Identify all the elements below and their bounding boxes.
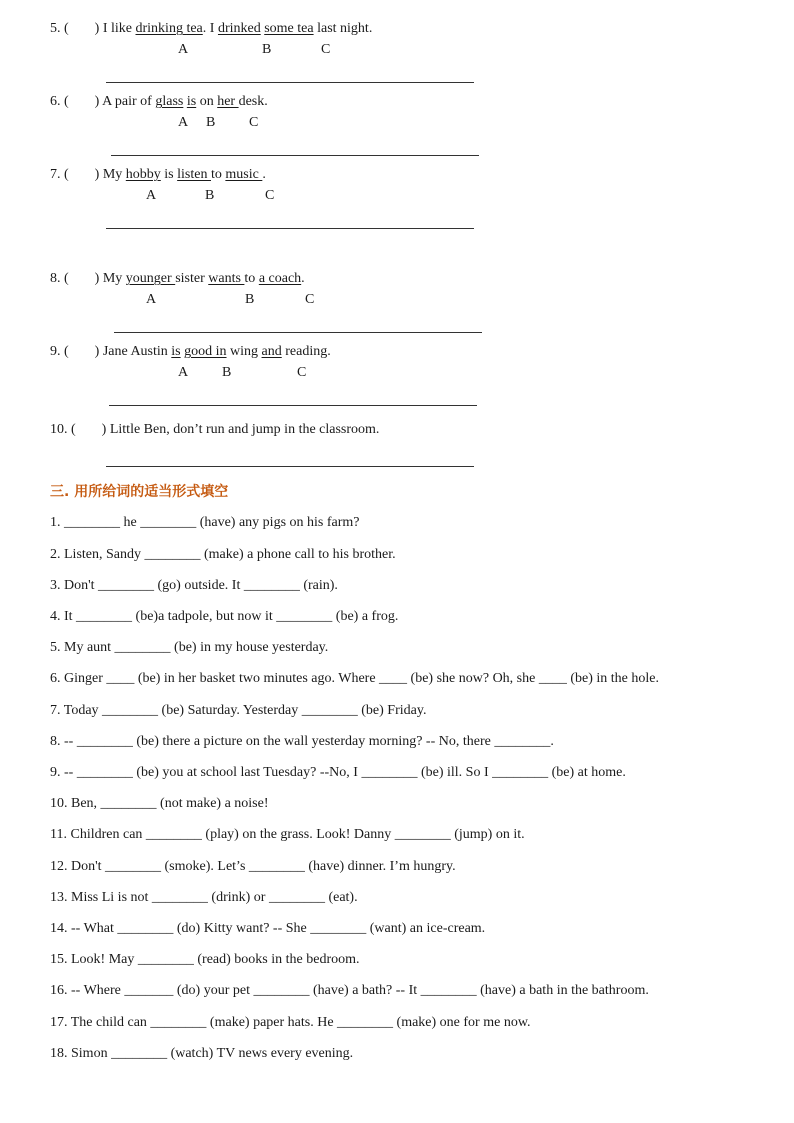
answer-line[interactable] [106, 228, 474, 229]
option-label-c: C [249, 115, 259, 130]
option-label-a: A [178, 115, 189, 130]
question-number: 9. ( [50, 344, 69, 359]
question-10: 10. ( ) Little Ben, don’t run and jump in the classroom. [50, 422, 380, 437]
fill-in-item[interactable]: 8. -- ________ (be) there a picture on the wall yesterday morning? -- No, there ________. [50, 734, 554, 749]
fill-in-item[interactable]: 17. The child can ________ (make) paper hats. He ________ (make) one for me now. [50, 1015, 531, 1030]
question-7: 7. ( ) My hobby is listen to music . [50, 167, 266, 182]
answer-line[interactable] [111, 155, 479, 156]
fill-in-item[interactable]: 14. -- What ________ (do) Kitty want? -- She ________ (want) an ice-cream. [50, 921, 486, 936]
fill-in-item[interactable]: 12. Don't ________ (smoke). Let’s ________ (have) dinner. I’m hungry. [50, 859, 456, 874]
question-5: 5. ( ) I like drinking tea. I drinked some tea last night. [50, 21, 373, 36]
option-label-b: B [262, 42, 272, 57]
fill-in-item[interactable]: 5. My aunt ________ (be) in my house yesterday. [50, 640, 329, 655]
fill-in-item[interactable]: 4. It ________ (be)a tadpole, but now it ________ (be) a frog. [50, 609, 399, 624]
question-9: 9. ( ) Jane Austin is good in wing and reading. [50, 344, 331, 359]
option-label-b: B [206, 115, 216, 130]
fill-in-item[interactable]: 2. Listen, Sandy ________ (make) a phone call to his brother. [50, 547, 396, 562]
option-label-a: A [178, 365, 189, 380]
question-8: 8. ( ) My younger sister wants to a coach. [50, 271, 305, 286]
question-number: 10. ( [50, 422, 76, 437]
fill-in-item[interactable]: 6. Ginger ____ (be) in her basket two minutes ago. Where ____ (be) she now? Oh, she ____ (be) in the hole. [50, 671, 659, 686]
fill-in-item[interactable]: 16. -- Where _______ (do) your pet ________ (have) a bath? -- It ________ (have) a bath in the bathroom. [50, 983, 649, 998]
section-heading: 三. 用所给词的适当形式填空 [50, 484, 229, 500]
option-label-b: B [222, 365, 232, 380]
option-label-b: B [245, 292, 255, 307]
answer-line[interactable] [106, 466, 474, 467]
fill-in-item[interactable]: 7. Today ________ (be) Saturday. Yesterday ________ (be) Friday. [50, 703, 427, 718]
fill-in-item[interactable]: 9. -- ________ (be) you at school last Tuesday? --No, I ________ (be) ill. So I ________ (be) at home. [50, 765, 626, 780]
fill-in-item[interactable]: 1. ________ he ________ (have) any pigs on his farm? [50, 515, 360, 530]
question-number: 8. ( [50, 271, 69, 286]
answer-line[interactable] [109, 405, 477, 406]
answer-line[interactable] [114, 332, 482, 333]
option-label-b: B [205, 188, 215, 203]
fill-in-item[interactable]: 11. Children can ________ (play) on the grass. Look! Danny ________ (jump) on it. [50, 827, 525, 842]
fill-in-item[interactable]: 10. Ben, ________ (not make) a noise! [50, 796, 269, 811]
fill-in-item[interactable]: 3. Don't ________ (go) outside. It ________ (rain). [50, 578, 338, 593]
option-label-a: A [146, 188, 157, 203]
fill-in-item[interactable]: 18. Simon ________ (watch) TV news every evening. [50, 1046, 354, 1061]
fill-in-item[interactable]: 13. Miss Li is not ________ (drink) or ________ (eat). [50, 890, 358, 905]
question-6: 6. ( ) A pair of glass is on her desk. [50, 94, 268, 109]
answer-line[interactable] [106, 82, 474, 83]
question-number: 6. ( [50, 94, 69, 109]
question-number: 7. ( [50, 167, 69, 182]
fill-in-item[interactable]: 15. Look! May ________ (read) books in the bedroom. [50, 952, 360, 967]
option-label-c: C [305, 292, 315, 307]
option-label-a: A [178, 42, 189, 57]
option-label-c: C [265, 188, 275, 203]
question-number: 5. ( [50, 21, 69, 36]
option-label-c: C [297, 365, 307, 380]
option-label-c: C [321, 42, 331, 57]
option-label-a: A [146, 292, 157, 307]
